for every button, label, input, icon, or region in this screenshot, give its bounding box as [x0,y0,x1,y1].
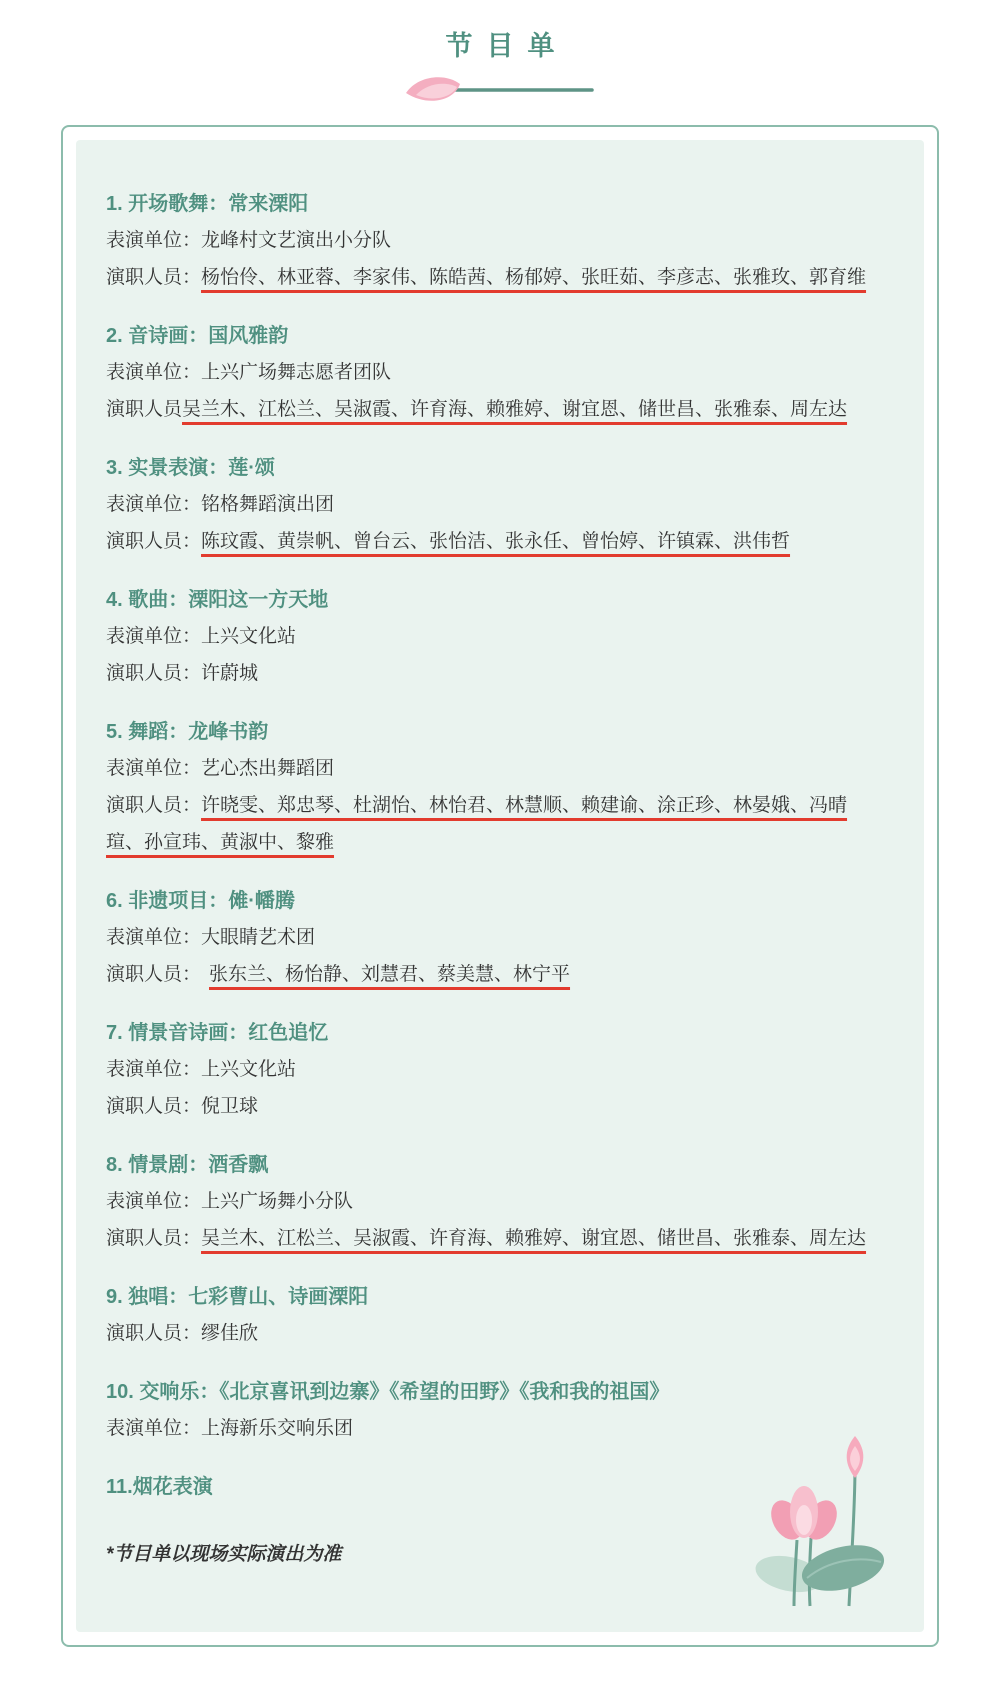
program-title: 2. 音诗画：国风雅韵 [106,325,289,347]
cast-label: 演职人员： [106,1228,202,1249]
program-item [106,450,884,560]
program-title: 6. 非遗项目：傩·幡腾 [106,890,295,912]
cast-label: 演职人员： [106,531,202,552]
program-cast-line [106,1315,884,1352]
unit-value: 铭格舞蹈演出团 [201,494,335,515]
unit-value: 上兴文化站 [201,626,297,647]
program-unit-line [106,1183,884,1220]
program-panel [76,140,924,1632]
program-unit-line [106,486,884,523]
unit-label: 表演单位： [106,1059,202,1080]
cast-names: 缪佳欣 [201,1323,259,1344]
program-item [106,883,884,993]
program-title: 8. 情景剧：酒香飘 [106,1154,269,1176]
program-title: 9. 独唱：七彩曹山、诗画溧阳 [106,1286,369,1308]
program-title: 5. 舞蹈：龙峰书韵 [106,721,269,743]
cast-names: 张东兰、杨怡静、刘慧君、蔡美慧、林宁平 [209,964,571,985]
cast-label: 演职人员： [106,964,202,985]
footnote: *节目单以现场实际演出为准 [106,1544,342,1565]
program-title: 11.烟花表演 [106,1476,213,1498]
program-item [106,1147,884,1257]
unit-value: 艺心杰出舞蹈团 [201,758,335,779]
program-cast-line [106,655,884,692]
cast-names: 倪卫球 [201,1096,259,1117]
cast-label: 演职人员： [106,1096,202,1117]
unit-value: 大眼睛艺术团 [201,927,316,948]
unit-label: 表演单位： [106,1191,202,1212]
program-title: 7. 情景音诗画：红色追忆 [106,1022,329,1044]
unit-label: 表演单位： [106,626,202,647]
program-unit-line [106,618,884,655]
cast-names: 许蔚城 [201,663,259,684]
unit-value: 上海新乐交响乐团 [201,1418,354,1439]
lotus-flower-illustration [739,1432,889,1610]
cast-names: 吴兰木、江松兰、吴淑霞、许育海、赖雅婷、谢宜恩、储世昌、张雅泰、周左达 [182,399,848,420]
program-title: 1. 开场歌舞：常来溧阳 [106,193,309,215]
cast-names: 陈玟霞、黄崇帆、曾台云、张怡洁、张永任、曾怡婷、许镇霖、洪伟哲 [201,531,791,552]
unit-value: 上兴文化站 [201,1059,297,1080]
cast-label: 演职人员 [106,399,183,420]
cast-label: 演职人员： [106,663,202,684]
unit-label: 表演单位： [106,362,202,383]
program-cast-line [106,1220,884,1257]
page-header [0,0,1000,113]
unit-value: 上兴广场舞志愿者团队 [201,362,392,383]
program-item [106,186,884,296]
program-cast-line [106,956,884,993]
cast-label: 演职人员： [106,267,202,288]
program-title: 3. 实景表演：莲·颂 [106,457,275,479]
page-title: 节目单 [445,31,569,61]
unit-label: 表演单位： [106,494,202,515]
lotus-bud-stem-icon [400,69,600,113]
program-item [106,714,884,861]
program-cast-line [106,259,884,296]
unit-label: 表演单位： [106,1418,202,1439]
unit-label: 表演单位： [106,758,202,779]
program-cast-line [106,1088,884,1125]
unit-value: 龙峰村文艺演出小分队 [201,230,392,251]
program-cast-line [106,391,884,428]
program-unit-line [106,919,884,956]
cast-label: 演职人员： [106,1323,202,1344]
cast-names: 杨怡伶、林亚蓉、李家伟、陈皓茜、杨郁婷、张旺茹、李彦志、张雅玫、郭育维 [201,267,867,288]
program-unit-line [106,354,884,391]
program-title: 4. 歌曲：溧阳这一方天地 [106,589,329,611]
unit-value: 上兴广场舞小分队 [201,1191,354,1212]
cast-names: 吴兰木、江松兰、吴淑霞、许育海、赖雅婷、谢宜恩、储世昌、张雅泰、周左达 [201,1228,867,1249]
unit-label: 表演单位： [106,927,202,948]
program-title: 10. 交响乐：《北京喜讯到边寨》《希望的田野》《我和我的祖国》 [106,1381,670,1403]
program-cast-line [106,523,884,560]
program-cast-line [106,787,884,861]
program-item [106,1015,884,1125]
program-card [61,125,939,1647]
program-unit-line [106,750,884,787]
cast-label: 演职人员： [106,795,202,816]
unit-label: 表演单位： [106,230,202,251]
program-unit-line [106,1051,884,1088]
program-unit-line [106,222,884,259]
program-item [106,582,884,692]
program-item [106,318,884,428]
cast-names: 许晓雯、郑忠琴、杜湖怡、林怡君、林慧顺、赖建谕、涂正珍、林晏娥、冯晴瑄、孙宣玮、黄淑中、黎雅 [106,795,848,853]
program-item [106,1279,884,1352]
